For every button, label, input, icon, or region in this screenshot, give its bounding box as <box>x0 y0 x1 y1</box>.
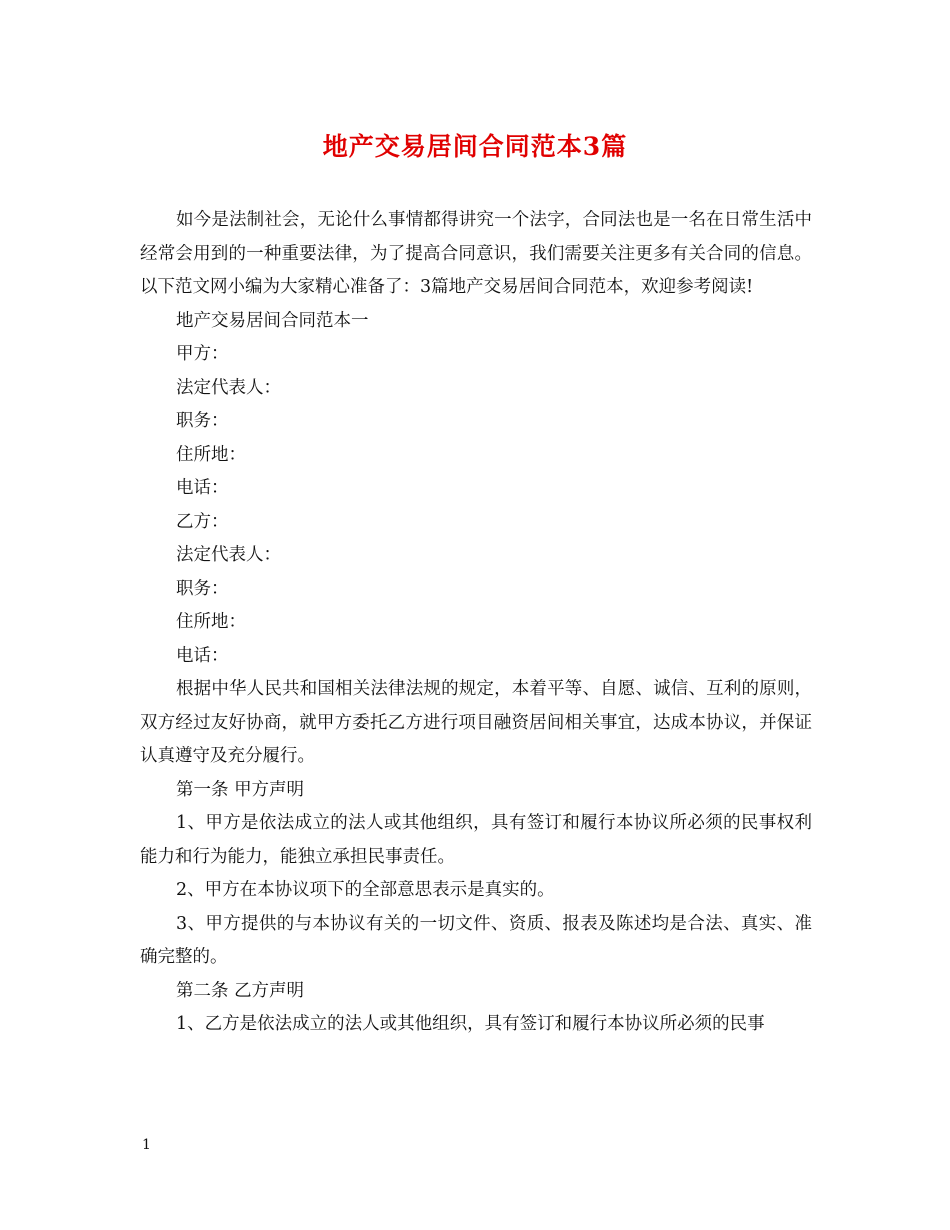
preamble-paragraph: 根据中华人民共和国相关法律法规的规定，本着平等、自愿、诚信、互利的原则，双方经过友好协商，就甲方委托乙方进行项目融资居间相关事宜，达成本协议，并保证认真遵守及充分履行。 <box>140 679 812 766</box>
article-1-clause-2: 2、甲方在本协议项下的全部意思表示是真实的。 <box>176 880 555 900</box>
party-b-position: 职务： <box>176 578 229 599</box>
party-a-representative: 法定代表人： <box>176 377 281 398</box>
article-1-heading: 第一条 甲方声明 <box>176 779 305 800</box>
party-b-label: 乙方： <box>176 511 229 532</box>
party-a-position: 职务： <box>176 411 229 431</box>
party-a-address: 住所地： <box>176 444 246 465</box>
document-body <box>140 204 812 1042</box>
article-1-clause-1: 1、甲方是依法成立的法人或其他组织，具有签订和履行本协议所必须的民事权利能力和行为能力，能独立承担民事责任。 <box>140 813 812 867</box>
page-number: 1 <box>142 1137 151 1153</box>
intro-paragraph: 如今是法制社会，无论什么事情都得讲究一个法字，合同法也是一名在日常生活中经常会用到的一种重要法律，为了提高合同意识，我们需要关注更多有关合同的信息。以下范文网小编为大家精心准备了：3篇地产交易居间合同范本，欢迎参考阅读! <box>140 210 812 297</box>
party-a-label: 甲方： <box>176 344 229 364</box>
article-2-clause-1: 1、乙方是依法成立的法人或其他组织，具有签订和履行本协议所必须的民事 <box>176 1014 765 1034</box>
document-title: 地产交易居间合同范本3篇 <box>322 132 628 161</box>
party-b-representative: 法定代表人： <box>176 545 281 565</box>
article-1-clause-3: 3、甲方提供的与本协议有关的一切文件、资质、报表及陈述均是合法、真实、准确完整的。 <box>140 913 812 967</box>
section-heading: 地产交易居间合同范本一 <box>176 310 369 331</box>
party-b-address: 住所地： <box>176 612 246 632</box>
party-b-phone: 电话： <box>176 645 229 666</box>
article-2-heading: 第二条 乙方声明 <box>176 980 305 1001</box>
party-a-phone: 电话： <box>176 478 229 498</box>
